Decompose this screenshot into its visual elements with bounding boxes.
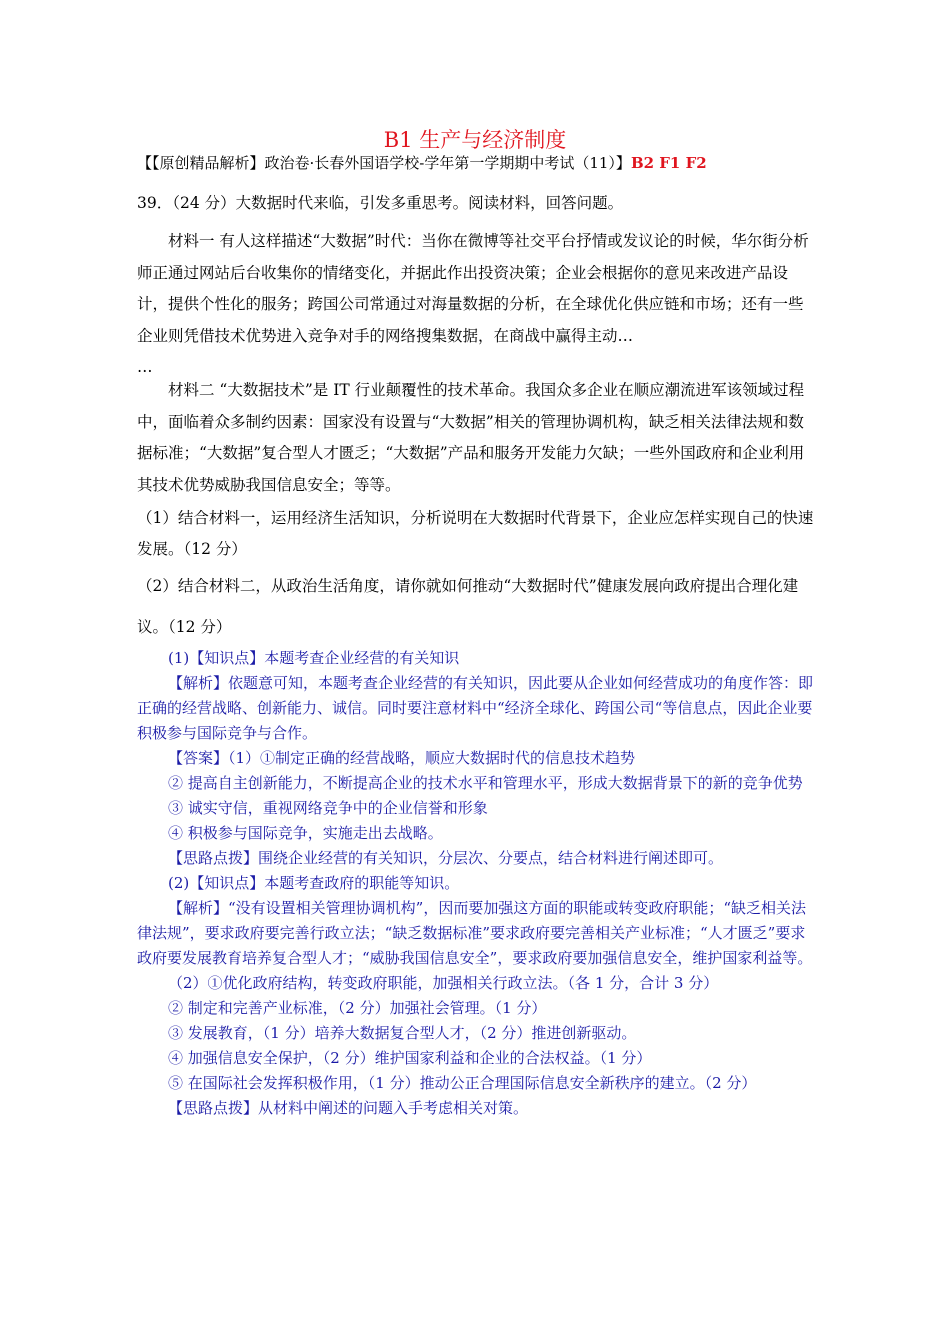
question-intro: 39．（24 分）大数据时代来临，引发多重思考。阅读材料，回答问题。 — [137, 194, 624, 212]
answer-section — [137, 646, 817, 1121]
answer-analysis-1: 【解析】依题意可知，本题考查企业经营的有关知识，因此要从企业如何经营成功的角度作答：即正确的经营战略、创新能力、诚信。同时要注意材料中“经济全球化、跨国公司“等信息点，因此企业要积极参与国际竞争与合作。 — [137, 674, 814, 742]
answer-key-2: （2）①优化政府结构，转变政府职能，加强相关行政立法。（各 1 分，合计 3 分） — [168, 974, 719, 992]
page-title: B1 生产与经济制度 — [383, 128, 567, 152]
answer-tip-1: 【思路点拨】围绕企业经营的有关知识，分层次、分要点，结合材料进行阐述即可。 — [168, 849, 724, 867]
material-two-text: 材料二 “大数据技术”是 IT 行业颠覆性的技术革命。我国众多企业在顺应潮流进军该领域过程中，面临着众多制约因素：国家没有设置与“大数据”相关的管理协调机构，缺乏相关法律法规和数据标准；“大数据”复合型人才匮乏；“大数据”产品和服务开发能力欠缺；一些外国政府和企业利用其技术优势威胁我国信息安全；等等。 — [137, 381, 805, 494]
answer-point: ④ 加强信息安全保护，（2 分）维护国家利益和企业的合法权益。（1 分） — [168, 1049, 652, 1067]
material-two — [137, 375, 817, 501]
question-one: （1）结合材料一，运用经济生活知识，分析说明在大数据时代背景下，企业应怎样实现自己的快速发展。（12 分） — [137, 509, 814, 558]
material-one — [137, 226, 817, 384]
source-text: 【【原创精品解析】政治卷·长春外国语学校-学年第一学期期中考试（11）】 — [137, 154, 631, 172]
answer-analysis-2: 【解析】“没有设置相关管理协调机构”，因而要加强这方面的职能或转变政府职能；“缺乏相关法律法规”，要求政府要完善行政立法；“缺乏数据标准”要求政府要完善相关产业标准；“人才匮乏”要求政府要发展教育培养复合型人才；“威胁我国信息安全”，要求政府要加强信息安全，维护国家利益等。 — [137, 899, 813, 967]
category-codes: B2 F1 F2 — [630, 154, 707, 172]
source-line — [137, 152, 827, 173]
answer-tip-2: 【思路点拨】从材料中阐述的问题入手考虑相关对策。 — [168, 1099, 529, 1117]
answer-knowledge-1: (1)【知识点】本题考查企业经营的有关知识 — [168, 649, 460, 667]
answer-knowledge-2: (2)【知识点】本题考查政府的职能等知识。 — [168, 874, 460, 892]
answer-point: ⑤ 在国际社会发挥积极作用，（1 分）推动公正合理国际信息安全新秩序的建立。（2 分） — [168, 1074, 757, 1092]
answer-point: ③ 诚实守信，重视网络竞争中的企业信誉和形象 — [168, 799, 488, 817]
material-one-text: 材料一 有人这样描述“大数据”时代：当你在微博等社交平台抒情或发议论的时候，华尔街分析师正通过网站后台收集你的情绪变化，并据此作出投资决策；企业会根据你的意见来改进产品设计，提供个性化的服务；跨国公司常通过对海量数据的分析，在全球优化供应链和市场；还有一些企业则凭借技术优势进入竞争对手的网络搜集数据，在商战中赢得主动… — [137, 232, 809, 345]
answer-point: ③ 发展教育，（1 分）培养大数据复合型人才，（2 分）推进创新驱动。 — [168, 1024, 637, 1042]
answer-key-1: 【答案】（1）①制定正确的经营战略，顺应大数据时代的信息技术趋势 — [168, 749, 636, 767]
question-two: （2）结合材料二，从政治生活角度，请你就如何推动“大数据时代”健康发展向政府提出合理化建议。（12 分） — [137, 577, 799, 636]
material-one-tail: … — [137, 358, 153, 376]
answer-point: ② 制定和完善产业标准，（2 分）加强社会管理。（1 分） — [168, 999, 547, 1017]
answer-point: ④ 积极参与国际竞争，实施走出去战略。 — [168, 824, 443, 842]
answer-point: ② 提高自主创新能力，不断提高企业的技术水平和管理水平，形成大数据背景下的新的竞争优势 — [168, 774, 803, 792]
